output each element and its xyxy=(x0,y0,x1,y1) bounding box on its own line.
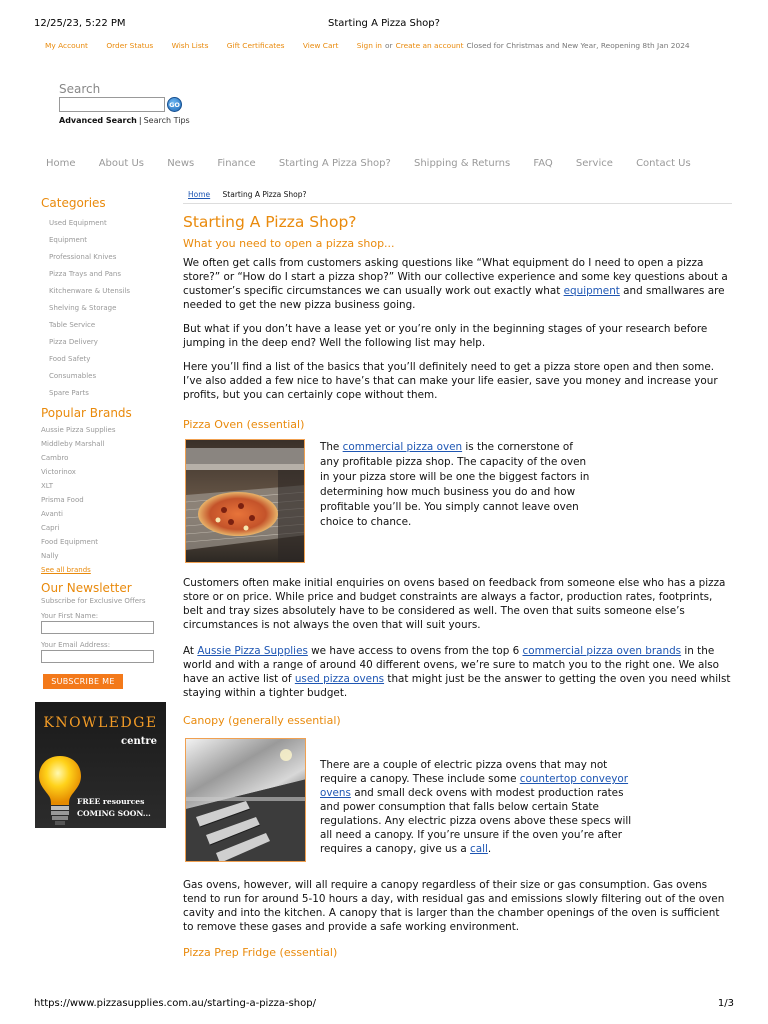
brand-item[interactable]: XLT xyxy=(41,482,54,490)
page-subtitle: What you need to open a pizza shop... xyxy=(183,237,395,250)
nav-contact-us[interactable]: Contact Us xyxy=(636,158,691,169)
banner-free-line-2: COMING SOON... xyxy=(77,809,151,818)
pizza-oven-section xyxy=(183,439,732,573)
intro-paragraph xyxy=(183,256,732,312)
search-row xyxy=(59,97,219,112)
intro-text-b: and smallwares are needed to get the new pizza business going. xyxy=(183,285,725,311)
see-all-brands-link[interactable]: See all brands xyxy=(41,566,91,574)
used-pizza-ovens-link[interactable]: used pizza ovens xyxy=(294,673,385,685)
banner-free-line-1: FREE resources xyxy=(77,797,145,806)
breadcrumb-current: Starting A Pizza Shop? xyxy=(222,190,307,199)
nav-about-us[interactable]: About Us xyxy=(98,158,144,169)
category-item[interactable]: Shelving & Storage xyxy=(49,304,117,312)
main-nav xyxy=(46,158,711,172)
sign-in-link[interactable]: Sign in xyxy=(356,41,382,50)
category-list xyxy=(49,215,165,402)
holiday-notice: Closed for Christmas and New Year, Reopening 8th Jan 2024 xyxy=(466,41,690,50)
first-name-label: Your First Name: xyxy=(41,612,99,620)
canopy-photo-icon xyxy=(186,739,306,862)
brand-item[interactable]: Food Equipment xyxy=(41,538,99,546)
wish-lists-link[interactable]: Wish Lists xyxy=(171,41,209,50)
newsletter-subtitle: Subscribe for Exclusive Offers xyxy=(41,597,146,605)
category-item[interactable]: Table Service xyxy=(49,321,96,329)
email-label: Your Email Address: xyxy=(41,641,111,649)
search-links-separator: | xyxy=(138,116,142,125)
canopy-text xyxy=(320,758,638,856)
search-tips-link[interactable]: Search Tips xyxy=(143,116,190,125)
countertop-conveyor-ovens-link[interactable]: countertop conveyor ovens xyxy=(320,773,629,799)
order-status-link[interactable]: Order Status xyxy=(106,41,154,50)
breadcrumb-home-link[interactable]: Home xyxy=(188,190,211,199)
canopy-text-c: . xyxy=(487,843,492,855)
search-links xyxy=(59,116,219,125)
subscribe-button[interactable]: SUBSCRIBE ME xyxy=(43,674,123,689)
oven-text-a: The xyxy=(320,441,343,453)
account-bar xyxy=(45,41,728,53)
print-url: https://www.pizzasupplies.com.au/starting-a-pizza-shop/ xyxy=(34,998,316,1009)
category-item[interactable]: Spare Parts xyxy=(49,389,89,397)
commercial-pizza-oven-link[interactable]: commercial pizza oven xyxy=(342,441,463,453)
breadcrumb xyxy=(183,190,732,204)
nav-news[interactable]: News xyxy=(167,158,195,169)
print-page-number: 1/3 xyxy=(717,998,734,1009)
canopy-heading: Canopy (generally essential) xyxy=(183,714,341,727)
page-title: Starting A Pizza Shop? xyxy=(183,213,357,231)
brands-heading: Popular Brands xyxy=(41,406,132,420)
brand-item[interactable]: Middleby Marshall xyxy=(41,440,105,448)
category-item[interactable]: Food Safety xyxy=(49,355,91,363)
category-item[interactable]: Professional Knives xyxy=(49,253,117,261)
nav-faq[interactable]: FAQ xyxy=(533,158,553,169)
first-name-input[interactable] xyxy=(41,621,154,634)
print-datetime: 12/25/23, 5:22 PM xyxy=(34,18,126,29)
pizza-oven-heading: Pizza Oven (essential) xyxy=(183,418,305,431)
brand-item[interactable]: Capri xyxy=(41,524,60,532)
print-header xyxy=(34,18,734,32)
brand-item[interactable]: Nally xyxy=(41,552,59,560)
brand-item[interactable]: Aussie Pizza Supplies xyxy=(41,426,116,434)
category-item[interactable]: Consumables xyxy=(49,372,97,380)
brand-item[interactable]: Prisma Food xyxy=(41,496,84,504)
brand-item[interactable]: Victorinox xyxy=(41,468,76,476)
newsletter-heading: Our Newsletter xyxy=(41,581,132,595)
canopy-text-b: and small deck ovens with modest production rates and power consumption that falls below certain State regulations. Any electric pizza ovens above these specs will all need a canopy. If you’re unsure if the oven you’re after requires a canopy, give us a xyxy=(320,787,632,855)
brands-paragraph xyxy=(183,644,732,700)
lease-paragraph: But what if you don’t have a lease yet or you’re only in the beginning stages of your research before jumping in the deep end? Well the following list may help. xyxy=(183,323,708,349)
basics-paragraph: Here you’ll find a list of the basics that you’ll definitely need to get a pizza store open and then some. I’ve also added a few nice to have’s that can make your life easier, save you money and increase your profits, but you can certainly cope without them. xyxy=(183,361,718,401)
aussie-pizza-supplies-link[interactable]: Aussie Pizza Supplies xyxy=(197,645,308,657)
enquiries-paragraph: Customers often make initial enquiries on ovens based on feedback from someone else who has a pizza store or on price. While price and budget constraints are always a factor, production rates, footprints, belt and tray sizes absolutely have to be considered as well. The oven that suits someone else’s circumstances is not always the oven that will suit yours. xyxy=(183,577,726,631)
brands-text-c: in the world and with a range of around 40 different ovens, we’re sure to match you to the right one. We also have an active list of xyxy=(183,645,720,685)
call-link[interactable]: call xyxy=(470,843,488,855)
search-go-button[interactable]: GO xyxy=(167,97,182,112)
view-cart-link[interactable]: View Cart xyxy=(302,41,339,50)
brands-text-a: At xyxy=(183,645,198,657)
equipment-link[interactable]: equipment xyxy=(563,285,620,297)
oven-brands-link[interactable]: commercial pizza oven brands xyxy=(522,645,682,657)
search-block xyxy=(59,82,219,132)
gift-certificates-link[interactable]: Gift Certificates xyxy=(226,41,285,50)
email-input[interactable] xyxy=(41,650,154,663)
search-input[interactable] xyxy=(59,97,165,112)
banner-subtitle: centre xyxy=(121,736,157,747)
create-account-link[interactable]: Create an account xyxy=(395,41,464,50)
main-content xyxy=(183,190,732,960)
pizza-oven-photo-icon xyxy=(186,440,305,563)
print-footer xyxy=(34,998,734,1012)
or-text: or xyxy=(385,41,393,50)
nav-home[interactable]: Home xyxy=(46,158,76,169)
search-label: Search xyxy=(59,82,101,96)
print-page-title: Starting A Pizza Shop? xyxy=(328,18,440,29)
brands-text-d: that might just be the answer to getting the oven you need whilst staying within a tighter budget. xyxy=(183,673,731,699)
advanced-search-link[interactable]: Advanced Search xyxy=(59,116,137,125)
category-item[interactable]: Kitchenware & Utensils xyxy=(49,287,131,295)
categories-heading: Categories xyxy=(41,196,106,210)
nav-shipping-returns[interactable]: Shipping & Returns xyxy=(414,158,511,169)
intro-text-a: We often get calls from customers asking questions like “What equipment do I need to open a pizza store?” or “How do I start a pizza shop?” With our collective experience and some key questions about a customer’s specific circumstances we can usually work out exactly what xyxy=(183,257,728,297)
gas-ovens-paragraph: Gas ovens, however, will all require a canopy regardless of their size or gas consumption. Gas ovens tend to run for around 5-10 hours a day, with residual gas and emissions slowly filtering out of the oven cavity and into the kitchen. A canopy that is larger than the chamber openings of the oven is sufficient to remove these gases and provide a safe working environment. xyxy=(183,879,725,933)
nav-finance[interactable]: Finance xyxy=(217,158,256,169)
category-item[interactable]: Pizza Delivery xyxy=(49,338,98,346)
pizza-oven-text xyxy=(320,440,590,530)
pizza-prep-fridge-heading: Pizza Prep Fridge (essential) xyxy=(183,946,338,959)
pizza-oven-image xyxy=(185,439,305,563)
oven-text-b: is the cornerstone of any profitable pizza shop. The capacity of the oven in your pizza store will be one the biggest factors in determining how much business you do and how profitable you’ll be. You simply cannot leave oven choice to chance. xyxy=(320,441,590,528)
sidebar xyxy=(35,196,165,689)
category-item[interactable]: Used Equipment xyxy=(49,219,107,227)
banner-free-text xyxy=(77,796,151,820)
category-item[interactable]: Pizza Trays and Pans xyxy=(49,270,121,278)
nav-starting-a-pizza-shop[interactable]: Starting A Pizza Shop? xyxy=(278,158,391,169)
canopy-image xyxy=(185,738,306,862)
canopy-section xyxy=(183,738,732,874)
brand-list xyxy=(41,423,165,577)
my-account-link[interactable]: My Account xyxy=(45,41,88,50)
knowledge-centre-banner[interactable] xyxy=(35,702,166,828)
category-item[interactable]: Equipment xyxy=(49,236,87,244)
brand-item[interactable]: Cambro xyxy=(41,454,69,462)
brands-text-b: we have access to ovens from the top 6 xyxy=(307,645,523,657)
banner-title: KNOWLEDGE xyxy=(43,715,158,731)
brand-item[interactable]: Avanti xyxy=(41,510,63,518)
nav-service[interactable]: Service xyxy=(575,158,613,169)
canopy-text-a: There are a couple of electric pizza ovens that may not require a canopy. These include some xyxy=(320,759,608,785)
